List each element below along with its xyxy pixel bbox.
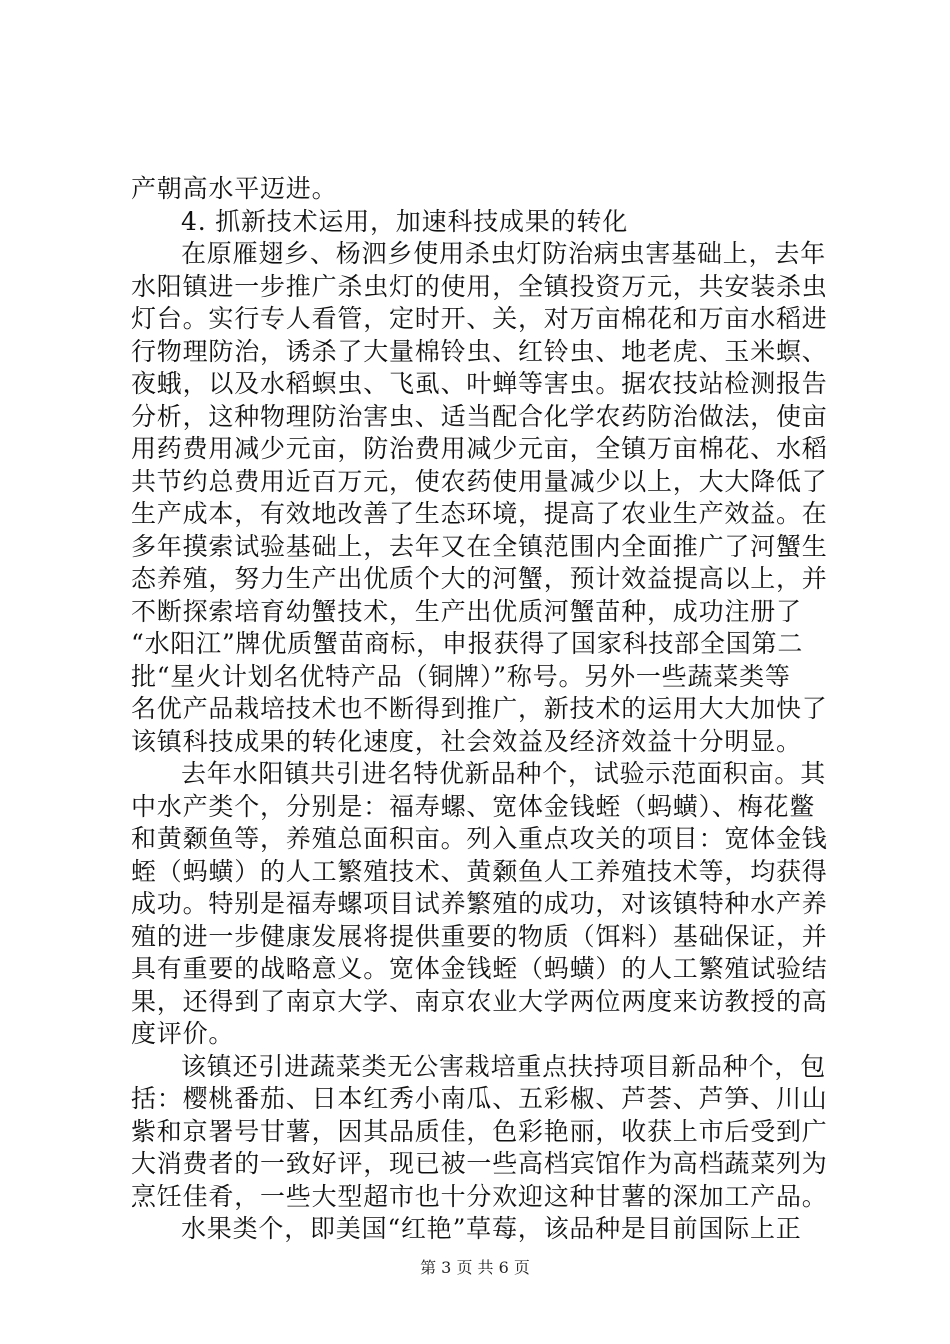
text-line: 名优产品栽培技术也不断得到推广，新技术的运用大大加快了 <box>131 694 828 723</box>
text-line: 紫和京署号甘薯，因其品质佳，色彩艳丽，收获上市后受到广 <box>131 1116 828 1146</box>
page-body <box>131 173 831 1246</box>
text-line: 在原雁翅乡、杨泗乡使用杀虫灯防治病虫害基础上，去年 <box>181 239 827 268</box>
text-line: 中水产类个，分别是：福寿螺、宽体金钱蛭（蚂蟥）、梅花鳖 <box>131 791 816 821</box>
text-line: 态养殖，努力生产出优质个大的河蟹，预计效益提高以上，并 <box>131 564 828 593</box>
text-line: 生产成本，有效地改善了生态环境，提高了农业生产效益。在 <box>131 499 828 528</box>
text-line: 括：樱桃番茄、日本红秀小南瓜、五彩椒、芦荟、芦笋、川山 <box>131 1084 828 1113</box>
text-line: 批“星火计划名优特产品（铜牌）”称号。另外一些蔬菜类等 <box>131 661 791 691</box>
text-line: 水果类个，即美国“红艳”草莓，该品种是目前国际上正 <box>181 1214 802 1243</box>
section-heading: 4. 抓新技术运用，加速科技成果的转化 <box>181 206 629 236</box>
text-line: 去年水阳镇共引进名特优新品种个，试验示范面积亩。其 <box>181 759 827 788</box>
text-line: 度评价。 <box>131 1019 235 1048</box>
text-line: 殖的进一步健康发展将提供重要的物质（饵料）基础保证，并 <box>131 921 828 951</box>
text-line: 该镇科技成果的转化速度，社会效益及经济效益十分明显。 <box>131 726 802 756</box>
text-line: 夜蛾，以及水稻螟虫、飞虱、叶蝉等害虫。据农技站检测报告 <box>131 369 828 398</box>
text-line: 成功。特别是福寿螺项目试养繁殖的成功，对该镇特种水产养 <box>131 889 828 918</box>
text-line: 具有重要的战略意义。宽体金钱蛭（蚂蟥）的人工繁殖试验结 <box>131 954 828 983</box>
text-line: 行物理防治，诱杀了大量棉铃虫、红铃虫、地老虎、玉米螟、 <box>131 336 828 366</box>
text-line: 水阳镇进一步推广杀虫灯的使用，全镇投资万元，共安装杀虫 <box>131 271 828 301</box>
text-line: 烹饪佳肴，一些大型超市也十分欢迎这种甘薯的深加工产品。 <box>131 1181 828 1211</box>
text-line: 大消费者的一致好评，现已被一些高档宾馆作为高档蔬菜列为 <box>131 1149 828 1178</box>
text-line: 产朝高水平迈进。 <box>131 174 338 203</box>
text-line: 共节约总费用近百万元，使农药使用量减少以上，大大降低了 <box>131 466 828 496</box>
text-line: 分析，这种物理防治害虫、适当配合化学农药防治做法，使亩 <box>131 401 828 431</box>
text-line: 多年摸索试验基础上，去年又在全镇范围内全面推广了河蟹生 <box>131 531 828 561</box>
text-line: 和黄颡鱼等，养殖总面积亩。列入重点攻关的项目：宽体金钱 <box>131 824 828 853</box>
text-line: 用药费用减少元亩，防治费用减少元亩，全镇万亩棉花、水稻 <box>131 434 828 463</box>
text-line: “水阳江”牌优质蟹苗商标，申报获得了国家科技部全国第二 <box>131 629 804 658</box>
text-line: 蛭（蚂蟥）的人工繁殖技术、黄颡鱼人工养殖技术等，均获得 <box>131 856 828 886</box>
text-line: 灯台。实行专人看管，定时开、关，对万亩棉花和万亩水稻进 <box>131 304 828 333</box>
text-line: 不断探索培育幼蟹技术，生产出优质河蟹苗种，成功注册了 <box>131 596 802 626</box>
text-line: 果，还得到了南京大学、南京农业大学两位两度来访教授的高 <box>131 986 828 1016</box>
text-line: 该镇还引进蔬菜类无公害栽培重点扶持项目新品种个，包 <box>181 1051 827 1081</box>
page-footer: 第 3 页 共 6 页 <box>420 1258 530 1277</box>
